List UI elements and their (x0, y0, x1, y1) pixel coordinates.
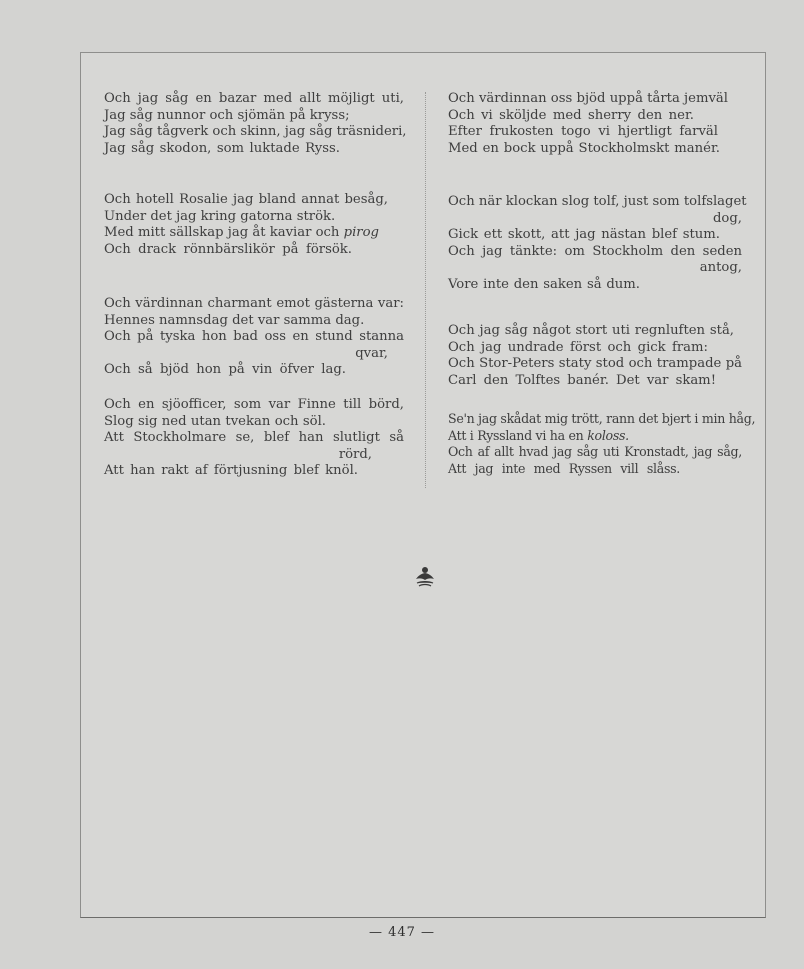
verse-line: Och när klockan slog tolf, just som tolfslaget (448, 194, 747, 209)
stanza (448, 411, 756, 514)
verse-line: Och drack rönnbärslikör på försök. (104, 241, 352, 257)
stanza (104, 397, 404, 498)
verse-line: Och så bjöd hon på vin öfver lag. (104, 362, 346, 377)
stanza (448, 91, 742, 194)
verse-line: Slog sig ned utan tvekan och söl. (104, 413, 326, 429)
verse-line: Att Stockholmare se, blef han slutligt så (104, 430, 404, 445)
verse-line: Och jag tänkte: om Stockholm den seden (448, 243, 742, 259)
stanza (104, 296, 404, 397)
verse-line: Och jag undrade först och gick fram: (448, 339, 708, 355)
verse-line: Gick ett skott, att jag nästan blef stum. (448, 227, 720, 242)
right-column (448, 91, 756, 514)
italic-word: pirog (343, 225, 379, 240)
verse-line: Jag såg nunnor och sjömän på kryss; (104, 107, 350, 123)
verse-line: Och värdinnan oss bjöd uppå tårta jemväl (448, 91, 728, 106)
stanza (448, 194, 747, 323)
verse-line: Och hotell Rosalie jag bland annat besåg, (104, 192, 388, 207)
fleuron-icon (413, 566, 437, 588)
verse-line: Efter frukosten togo vi hjertligt farväl (448, 124, 718, 139)
verse-line: Och en sjöofficer, som var Finne till börd, (104, 397, 404, 412)
verse-line (448, 428, 742, 445)
verse-line-continuation: qvar, (355, 345, 388, 361)
verse-line-continuation: dog, (712, 210, 742, 226)
verse-line-start: Med mitt sällskap jag åt kaviar och (104, 225, 340, 240)
stanza (104, 192, 404, 296)
verse-line: Och jag såg något stort uti regnluften stå, (448, 323, 734, 338)
verse-line (104, 225, 404, 242)
verse-line: Och Stor-Peters staty stod och trampade på (448, 356, 742, 371)
stanza (448, 323, 742, 411)
verse-line: Jag såg skodon, som luktade Ryss. (104, 140, 340, 156)
verse-line: Se'n jag skådat mig trött, rann det bjert i min håg, (448, 411, 756, 426)
verse-line: Under det jag kring gatorna strök. (104, 208, 336, 224)
stanza (104, 91, 407, 192)
verse-line: Hennes namnsdag det var samma dag. (104, 312, 365, 328)
verse-line: Och värdinnan charmant emot gästerna var: (104, 296, 404, 311)
verse-line: Att han rakt af förtjusning blef knöl. (104, 463, 358, 478)
verse-line: Och af allt hvad jag såg uti Kronstadt, jag såg, (448, 444, 742, 459)
verse-line: Och vi sköljde med sherry den ner. (448, 107, 694, 123)
verse-line-continuation: antog, (699, 260, 742, 275)
verse-line-start: Att i Ryssland vi ha en (448, 427, 584, 443)
verse-line: Och jag såg en bazar med allt möjligt uti, (104, 91, 404, 106)
verse-line: Med en bock uppå Stockholmskt manér. (448, 140, 720, 156)
verse-line: Jag såg tågverk och skinn, jag såg träsnideri, (104, 124, 407, 139)
verse-line: Att jag inte med Ryssen vill slåss. (448, 460, 680, 476)
left-column (104, 91, 407, 498)
italic-word: koloss. (587, 427, 629, 443)
column-divider (425, 92, 426, 488)
page-number: — 447 — (368, 925, 436, 940)
verse-line: Och på tyska hon bad oss en stund stanna (104, 329, 404, 344)
verse-line-continuation: rörd, (338, 446, 372, 462)
verse-line: Carl den Tolftes banér. Det var skam! (448, 372, 716, 388)
verse-line: Vore inte den saken så dum. (448, 276, 640, 292)
